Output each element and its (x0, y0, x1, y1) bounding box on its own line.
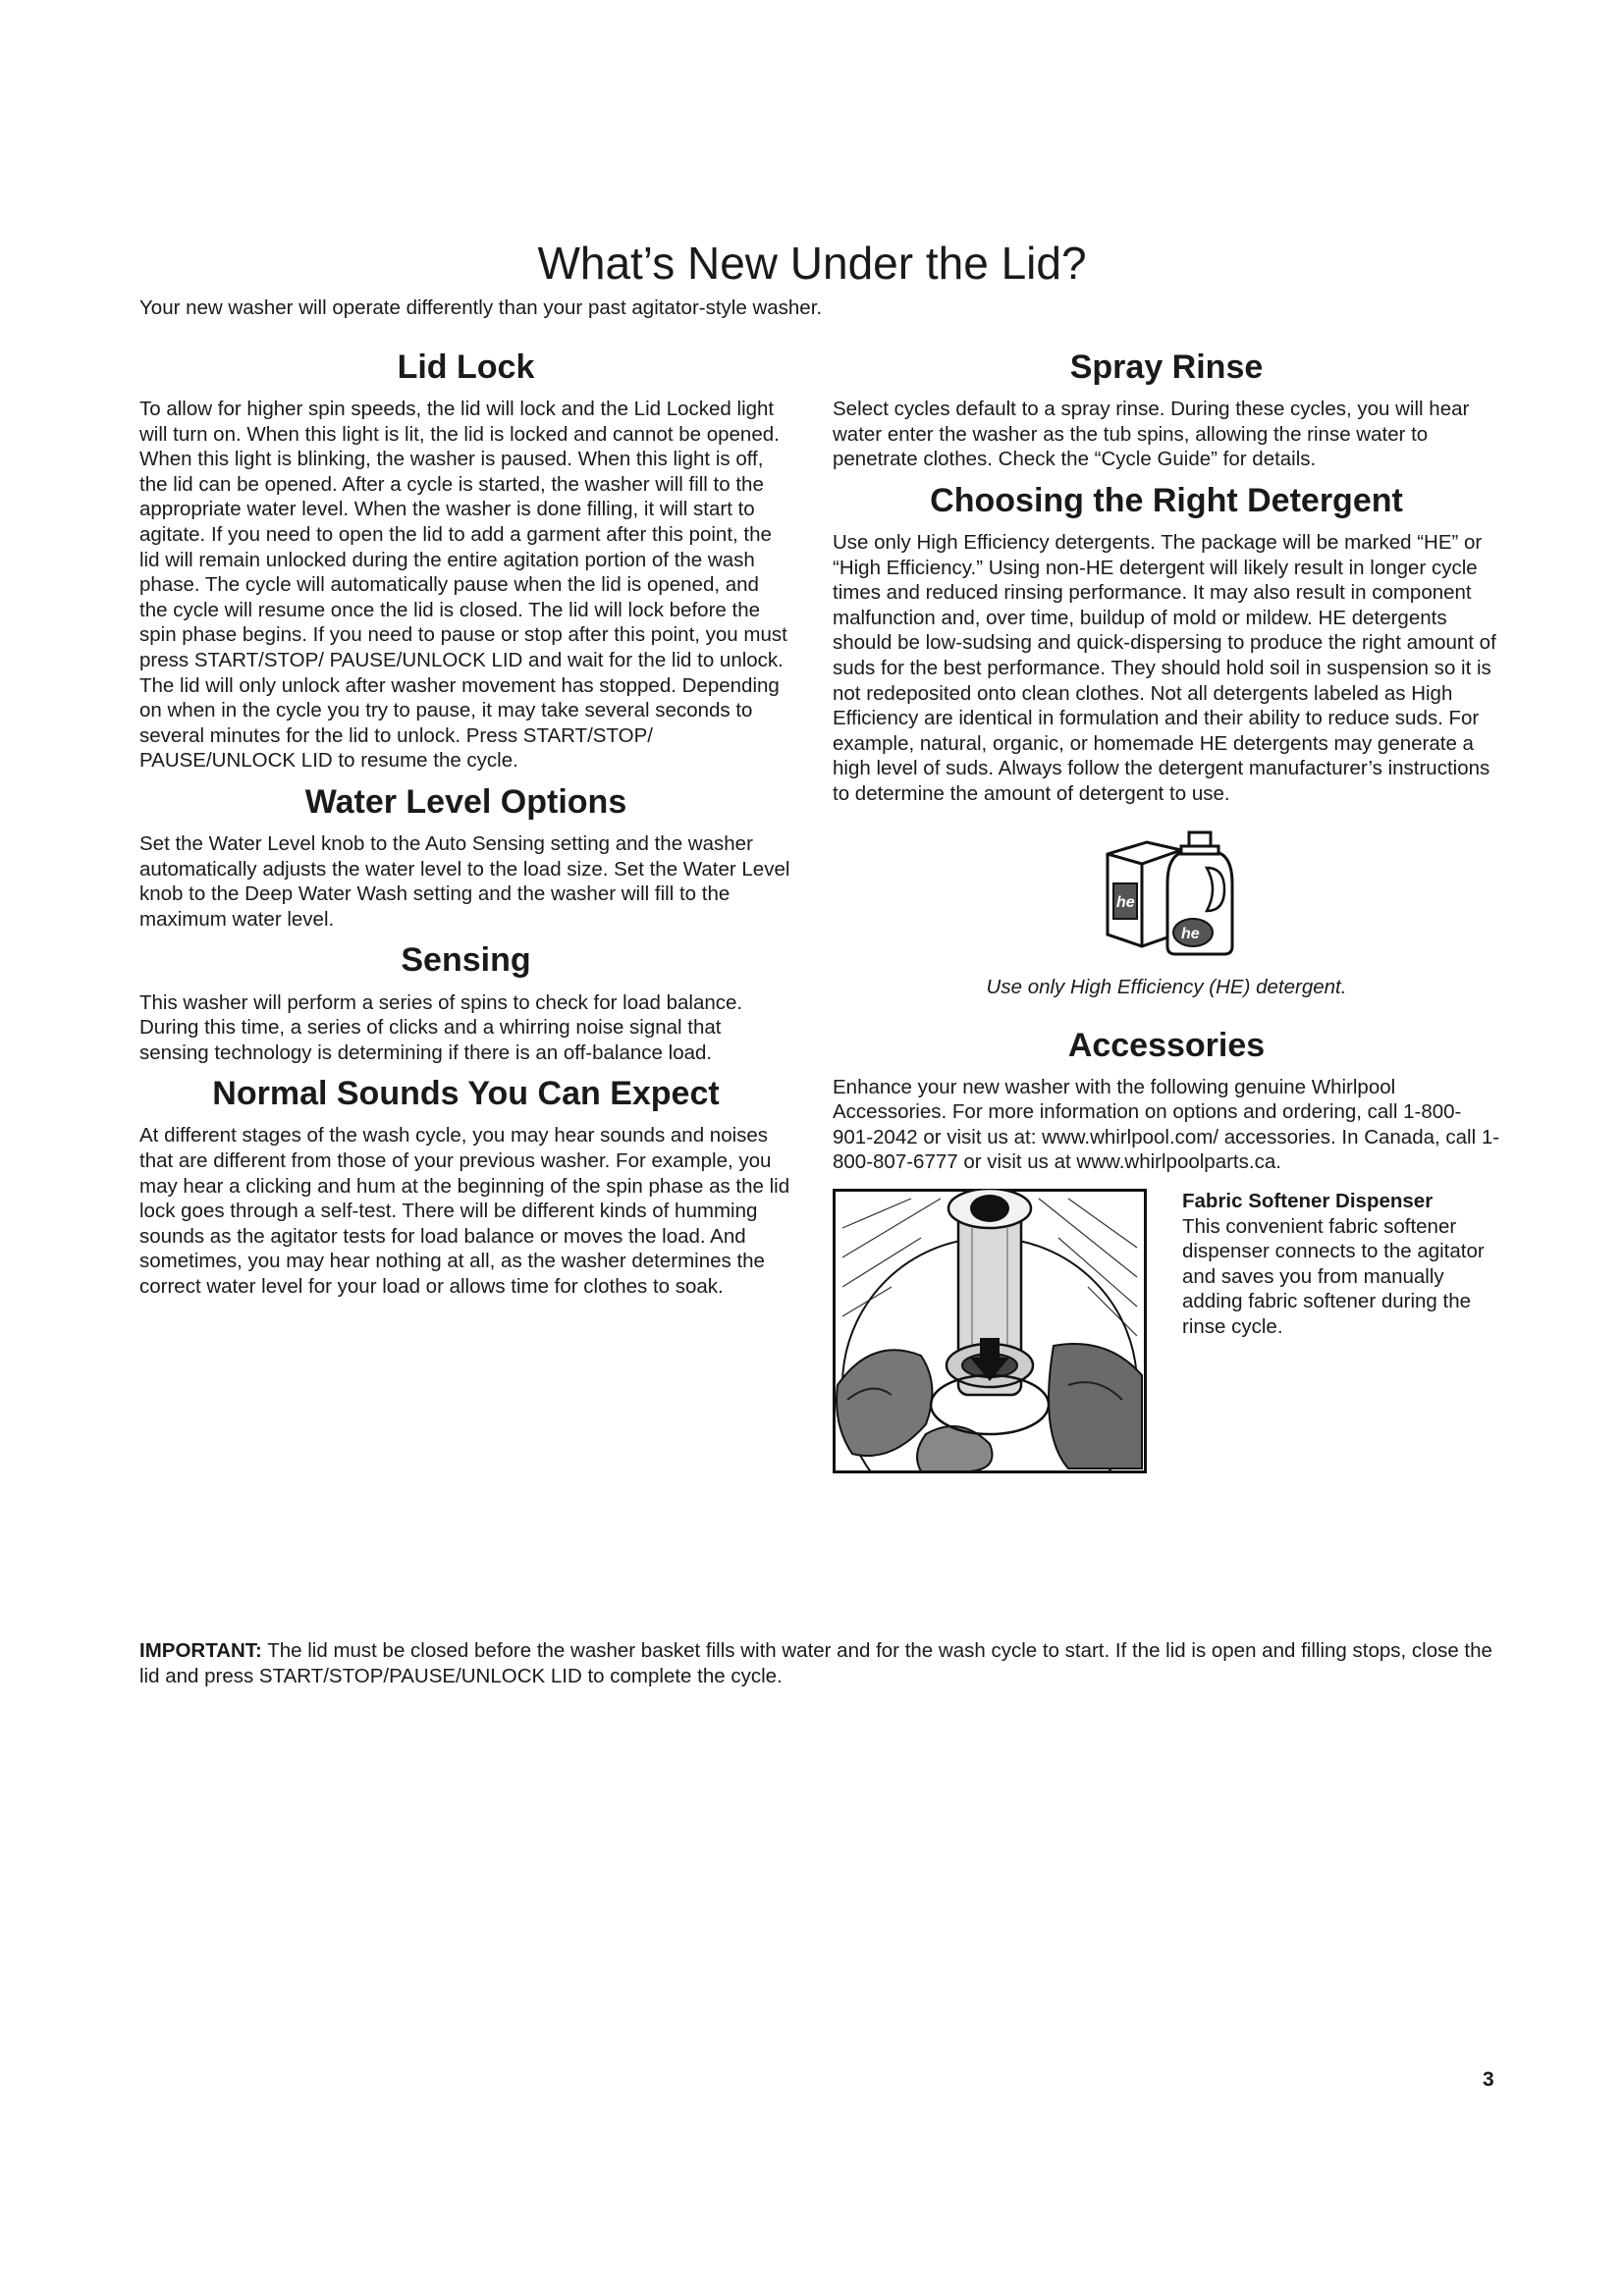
fabric-softener-dispenser-illustration (833, 1189, 1147, 1473)
accessories-text: Enhance your new washer with the following genuine Whirlpool Accessories. For more information on options and ordering, call 1-800-901-2042 or visit us at: www.whirlpool.com/ accessories. In Canada, call 1-800-807-6777 or visit us at www.whirlpoolparts.ca. (833, 1075, 1500, 1174)
water-level-text: Set the Water Level knob to the Auto Sensing setting and the washer automatically adjusts the water level to the load size. Set the Water Level knob to the Deep Water Wash setting and the washer will fill to the maximum water level. (139, 832, 790, 931)
detergent-text: Use only High Efficiency detergents. The package will be marked “HE” or “High Efficiency.” Using non-HE detergent will likely result in longer cycle times and reduced rinsing performance. It may also result in component malfunction and, over time, buildup of mold or mildew. HE detergents should be low-sudsing and quick-dispersing to produce the right amount of suds for the best performance. They should hold soil in suspension so it is not redeposited onto clean clothes. Not all detergents labeled as High Efficiency are identical in formulation and their ability to reduce suds. For example, natural, organic, or homemade HE detergents may generate a high level of suds. Always follow the detergent manufacturer’s instructions to determine the amount of detergent to use. (833, 530, 1496, 805)
page-subtitle: Your new washer will operate differently than your past agitator-style washer. (139, 296, 823, 319)
normal-sounds-heading: Normal Sounds You Can Expect (212, 1075, 720, 1113)
he-logo-bottle: he (1181, 925, 1200, 942)
he-detergent-icon (1073, 825, 1260, 962)
section-sensing (139, 941, 792, 1065)
spray-rinse-heading: Spray Rinse (1069, 348, 1264, 386)
important-text: The lid must be closed before the washer basket fills with water and for the wash cycle to start. If the lid is open and filling stops, close the lid and press START/STOP/PAUSE/UNLOCK LID to complete the cycle. (139, 1639, 1492, 1687)
sensing-heading: Sensing (401, 941, 531, 980)
section-normal-sounds (139, 1075, 792, 1299)
he-detergent-illustration (833, 825, 1500, 999)
water-level-heading: Water Level Options (304, 783, 627, 821)
right-column (833, 348, 1500, 1473)
section-lid-lock (139, 348, 792, 774)
normal-sounds-text: At different stages of the wash cycle, you may hear sounds and noises that are different from those of your previous washer. For example, you may hear a clicking and hum at the beginning of the spin phase as the lid lock goes through a self-test. There will be different kinds of humming sounds as the agitator tests for load balance or moves the load. And sometimes, you may hear nothing at all, as the washer determines the correct water level for your load or allows time for clothes to soak. (139, 1124, 790, 1298)
spray-rinse-text: Select cycles default to a spray rinse. During these cycles, you will hear water enter the washer as the tub spins, allowing the rinse water to penetrate clothes. Check the “Cycle Guide” for details. (833, 398, 1470, 471)
important-label: IMPORTANT: (139, 1639, 262, 1662)
important-note (139, 1638, 1504, 1688)
page-number: 3 (1483, 2068, 1494, 2091)
lid-lock-text: To allow for higher spin speeds, the lid will lock and the Lid Locked light will turn on. When this light is lit, the lid is locked and cannot be opened. When this light is blinking, the washer is paused. When this light is off, the lid can be opened. After a cycle is started, the washer will fill to the appropriate water level. When the washer is done filling, it will start to agitate. If you need to open the lid to add a garment after this point, the lid will remain unlocked during the entire agitation portion of the wash phase. The cycle will automatically pause when the lid is opened, and the cycle will resume once the lid is closed. The lid will lock before the spin phase begins. If you need to pause or stop after this point, you must press START/STOP/ PAUSE/UNLOCK LID and wait for the lid to unlock. The lid will only unlock after washer movement has stopped. Depending on when in the cycle you try to pause, it may take several seconds to several minutes for the lid to unlock. Press START/STOP/ PAUSE/UNLOCK LID to resume the cycle. (139, 398, 787, 773)
he-caption: Use only High Efficiency (HE) detergent. (986, 975, 1347, 998)
he-logo-box: he (1116, 893, 1135, 911)
left-column (139, 348, 792, 1300)
accessories-heading: Accessories (1067, 1026, 1266, 1064)
sensing-text: This washer will perform a series of spins to check for load balance. During this time, a series of clicks and a whirring noise signal that sensing technology is determining if there is an off-balance load. (139, 990, 743, 1064)
fabric-softener-label: Fabric Softener Dispenser (1182, 1189, 1434, 1212)
section-water-level (139, 783, 792, 932)
fabric-softener-text: This convenient fabric softener dispenser connects to the agitator and saves you from manually adding fabric softener during the rinse cycle. (1182, 1214, 1485, 1338)
lid-lock-heading: Lid Lock (397, 348, 535, 386)
detergent-heading: Choosing the Right Detergent (930, 481, 1403, 519)
fabric-softener-description (1182, 1189, 1496, 1340)
page-title: What’s New Under the Lid? (537, 238, 1087, 289)
section-accessories (833, 1027, 1500, 1473)
section-spray-rinse (833, 348, 1500, 472)
section-detergent (833, 482, 1500, 999)
